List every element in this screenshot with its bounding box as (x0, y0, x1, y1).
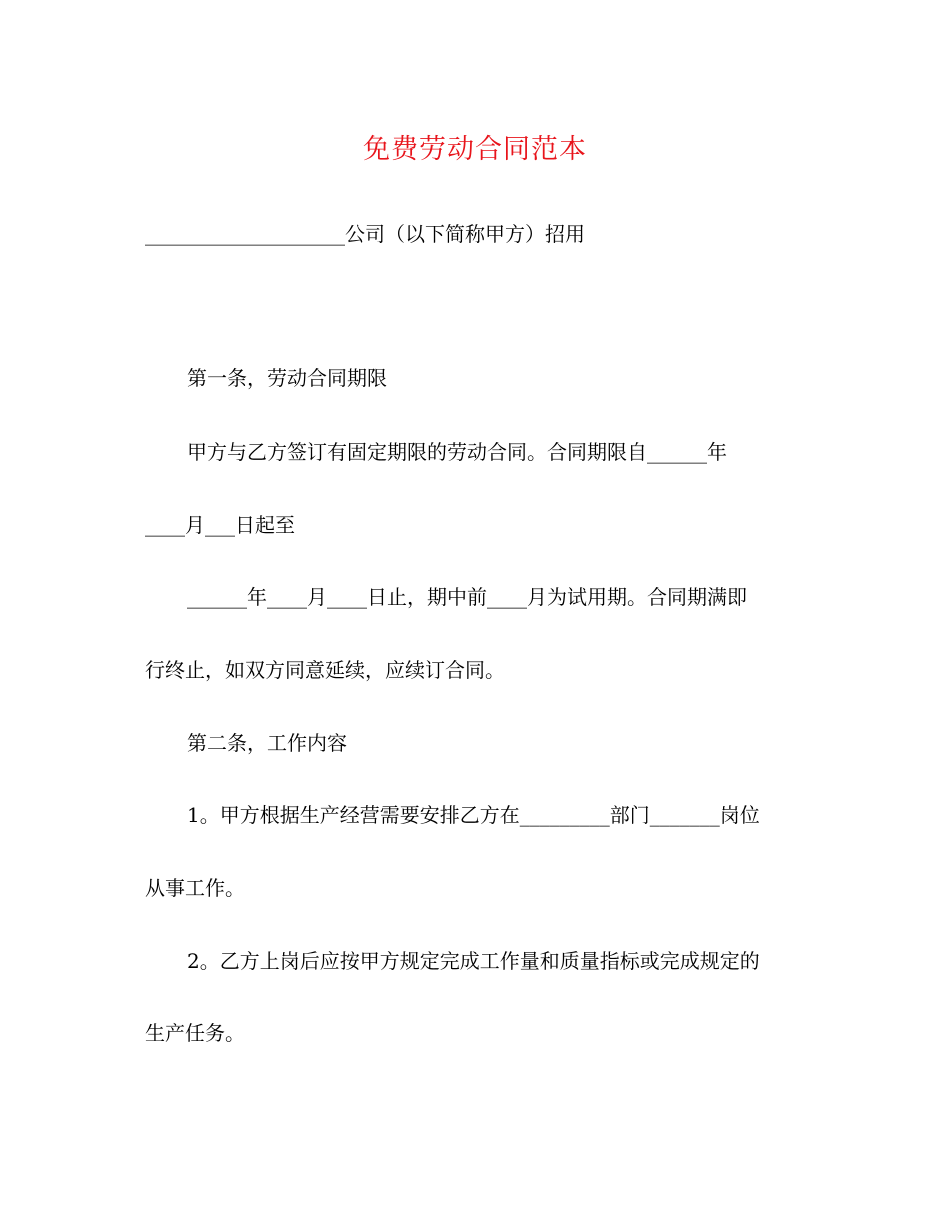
party-a-intro-line: ____________________公司（以下简称甲方）招用 (145, 222, 585, 246)
article-2-item-1-line-2: 从事工作。 (145, 876, 245, 900)
article-1-paragraph-2-line-2: 行终止，如双方同意延续，应续订合同。 (145, 658, 505, 682)
article-1-paragraph-2-line-1: ______年____月____日止，期中前____月为试用期。合同期满即 (187, 585, 747, 609)
article-1-paragraph-line-2: ____月___日起至 (145, 513, 295, 537)
article-2-item-2-line-2: 生产任务。 (145, 1021, 245, 1045)
article-1-heading: 第一条，劳动合同期限 (187, 366, 387, 390)
article-2-item-1-line-1: 1。甲方根据生产经营需要安排乙方在_________部门_______岗位 (187, 803, 760, 827)
article-2-heading: 第二条，工作内容 (187, 731, 347, 755)
article-1-paragraph-line-1: 甲方与乙方签订有固定期限的劳动合同。合同期限自______年 (187, 440, 727, 464)
article-2-item-2-line-1: 2。乙方上岗后应按甲方规定完成工作量和质量指标或完成规定的 (187, 949, 760, 973)
document-title: 免费劳动合同范本 (363, 134, 587, 165)
